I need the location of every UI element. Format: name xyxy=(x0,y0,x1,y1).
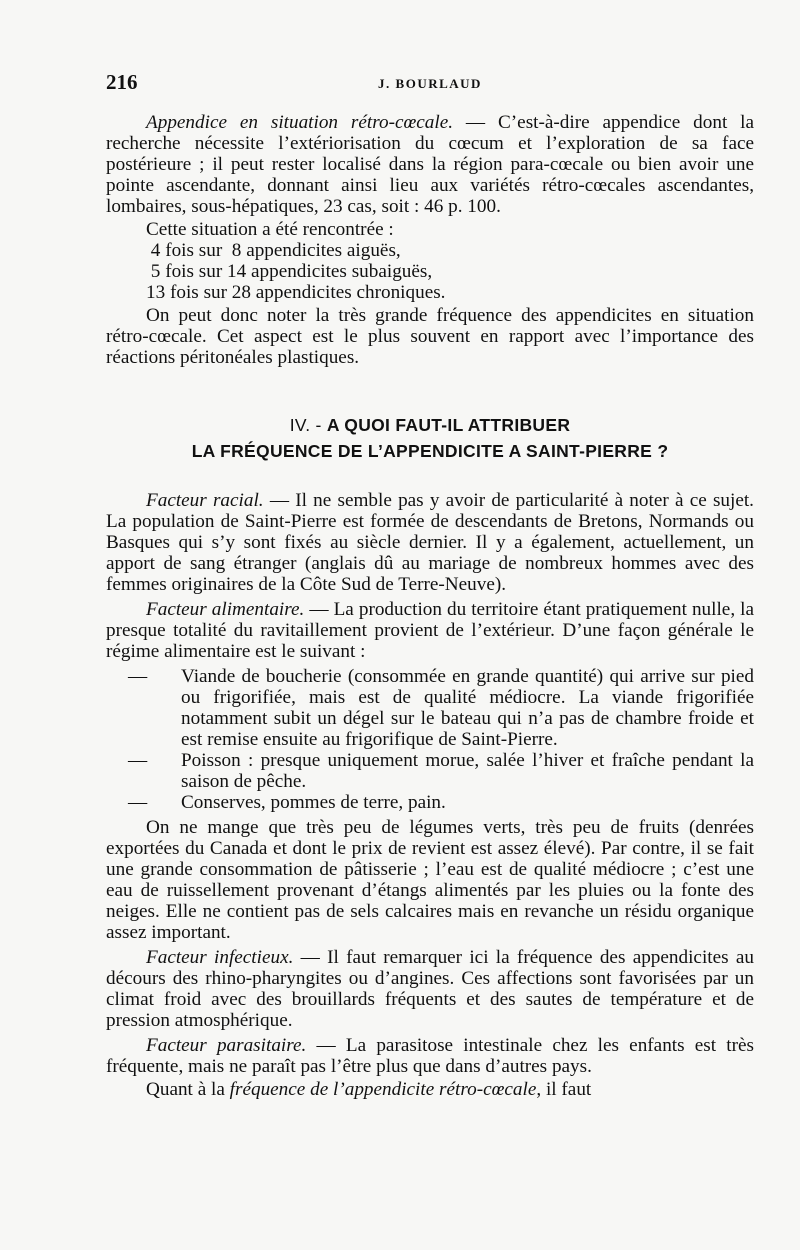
paragraph-lead: Facteur parasitaire. xyxy=(146,1035,307,1056)
stat-line-subaigues: 5 fois sur 14 appendicites subaiguës, xyxy=(146,261,433,282)
list-item-viande xyxy=(128,666,754,750)
stat-line-aigues: 4 fois sur 8 appendicites aiguës, xyxy=(146,240,401,261)
paragraph-text: — La production du territoire étant pratiquement nulle, la presque totalité du ravitaillement provient de l’extérieur. D’une façon générale le régime alimentaire est le suivant : xyxy=(106,599,754,662)
dash-marker: — xyxy=(128,750,148,771)
paragraph-lead: Facteur racial. xyxy=(146,490,264,511)
paragraph-legumes: On ne mange que très peu de légumes verts, très peu de fruits (denrées exportées du Canada et dont le prix de revient est assez élevé). Par contre, il se fait une grande consommation de pâtisserie ; l’eau est de qualité médiocre ; c’est une eau de ruissellement provenant d’étangs alimentés par les pluies ou la fonte des neiges. Elle ne contient pas de sels calcaires mais en revanche un résidu organique assez important. xyxy=(106,817,754,943)
paragraph-text: — C’est-à-dire appendice dont la recherche nécessite l’extériorisation du cœcum et l’exploration de sa face postérieure ; il peut rester localisé dans la région para-cœcale ou bien avoir une pointe ascendante, donnant ainsi lieu aux variétés rétro-cœcales ascendantes, lombaires, sous-hépatiques, 23 cas, soit : 46 p. 100. xyxy=(106,112,755,217)
text-italic: fréquence de l’appendicite rétro-cœcale xyxy=(229,1079,537,1100)
text-post: , il faut xyxy=(536,1079,592,1100)
paragraph-lead: Facteur infectieux. xyxy=(146,947,294,968)
list-item-text: Poisson : presque uniquement morue, salée l’hiver et fraîche pendant la saison de pêche. xyxy=(181,750,754,792)
paragraph-lead: Appendice en situation rétro-cœcale. xyxy=(146,112,454,133)
paragraph-lead: Facteur alimentaire. xyxy=(146,599,305,620)
text-pre: Quant à la xyxy=(146,1079,230,1100)
section-title-1: A QUOI FAUT-IL ATTRIBUER xyxy=(326,415,571,435)
paragraph-conclusion: On peut donc noter la très grande fréquence des appendicites en situation rétro-cœcale. Cet aspect est le plus souvent en rapport avec l’importance des réactions péritonéales plastiques. xyxy=(106,305,754,368)
paragraph-retro-caecal-frequency xyxy=(106,1079,754,1100)
page-number: 216 xyxy=(106,70,138,94)
paragraph-facteur-parasitaire xyxy=(106,1035,754,1077)
paragraph-text: — La parasitose intestinale chez les enfants est très fréquente, mais ne paraît pas l’être plus que dans d’autres pays. xyxy=(106,1035,754,1077)
paragraph-retro-caecal xyxy=(106,112,754,217)
running-head: J. BOURLAUD xyxy=(378,76,482,91)
paragraph-facteur-alimentaire xyxy=(106,599,754,662)
page-header xyxy=(106,70,754,98)
paragraph-situation: Cette situation a été rencontrée : xyxy=(146,219,394,240)
paragraph-facteur-racial xyxy=(106,490,754,595)
paragraph-text: — Il faut remarquer ici la fréquence des appendicites au décours des rhino-pharyngites ou d’angines. Ces affections sont favorisées par un climat froid avec des brouillards fréquents et des sautes de température et de pression atmosphérique. xyxy=(106,947,754,1031)
list-item-conserves xyxy=(128,792,754,813)
list-item-text: Viande de boucherie (consommée en grande quantité) qui arrive sur pied ou frigorifiée, mais est de qualité médiocre. La viande frigorifiée notamment subit un dégel sur le bateau qui n’a pas de chambre froide et est remise ensuite au frigorifique de Saint-Pierre. xyxy=(181,666,754,750)
page-body xyxy=(106,112,754,1100)
paragraph-text: — Il ne semble pas y avoir de particularité à noter à ce sujet. La population de Saint-Pierre est formée de descendants de Bretons, Normands ou Basques qui s’y sont fixés au siècle dernier. Il y a également, actuellement, un apport de sang étranger (anglais dû au mariage de nombreux hommes avec des femmes originaires de la Côte Sud de Terre-Neuve). xyxy=(106,490,754,595)
list-item-poisson xyxy=(128,750,754,792)
section-heading-line-1 xyxy=(106,412,754,438)
paragraph-facteur-infectieux xyxy=(106,947,754,1031)
section-heading-line-2: LA FRÉQUENCE DE L’APPENDICITE A SAINT-PIERRE ? xyxy=(191,441,669,461)
dash-marker: — xyxy=(128,792,148,813)
section-heading xyxy=(106,412,754,464)
stat-line-chroniques: 13 fois sur 28 appendicites chroniques. xyxy=(146,282,446,303)
section-number: IV. - xyxy=(289,415,327,435)
list-item-text: Conserves, pommes de terre, pain. xyxy=(181,792,446,813)
dash-marker: — xyxy=(128,666,148,687)
